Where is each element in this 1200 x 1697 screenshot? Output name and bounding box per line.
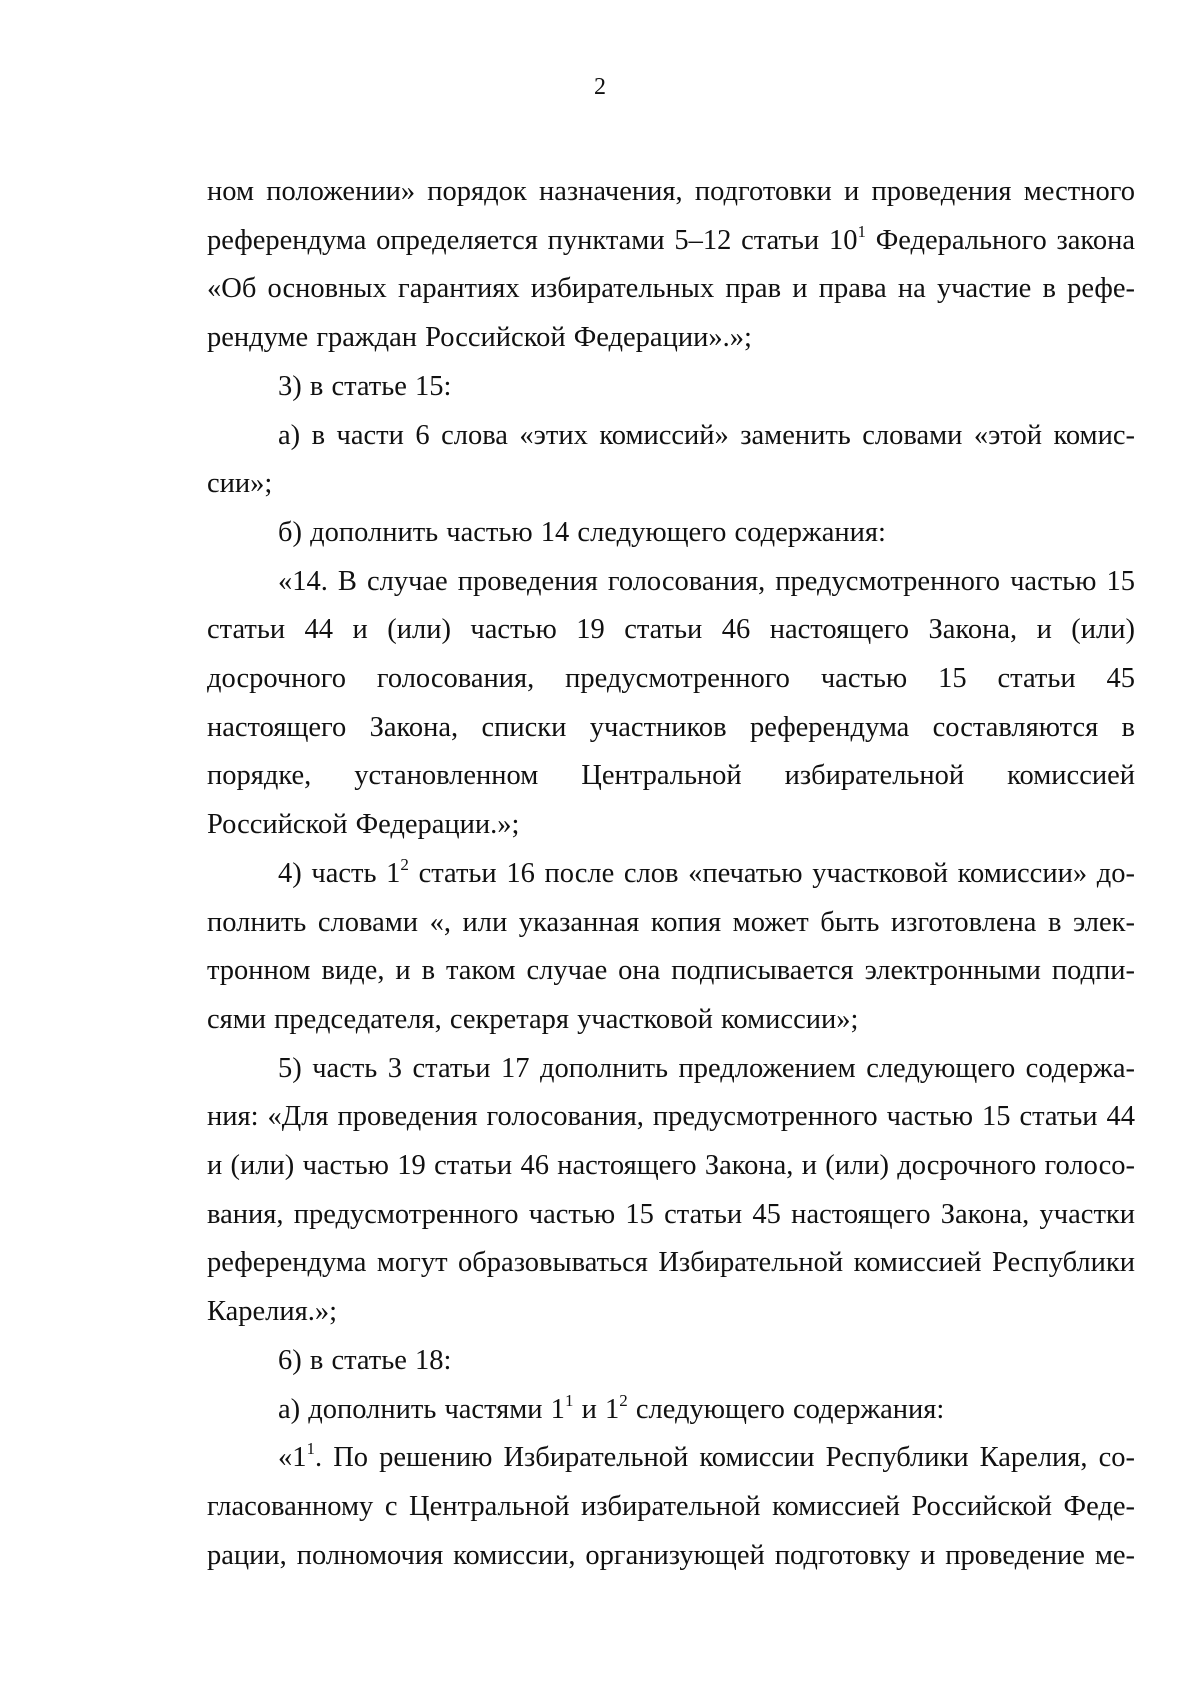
paragraph-part-1-1: «$1^1$. По решению Избирательной комиссии Республики Карелия, согласованному с Центральной избирательной комиссией Российской Федерации, полномочия комиссии, организующей подготовку и проведение ме-	[207, 1439, 1135, 1571]
paragraph-item-3b: б) дополнить частью 14 следующего содержания:	[278, 516, 886, 548]
paragraph-continuation: ном положении» порядок назначения, подготовки и проведения местного референдума определяется пунктами 5–12 статьи $10^1$ Федерального закона «Об основных гарантиях избирательных прав и права на участие в референдуме граждан Российской Федерации».»;	[207, 176, 1135, 354]
document-body	[207, 168, 1135, 1580]
paragraph-item-4: 4) часть $1^2$ статьи 16 после слов «печатью участковой комиссии» дополнить словами «, или указанная копия может быть изготовлена в электронном виде, и в таком случае она подписывается электронными подписями председателя, секретаря участковой комиссии»;	[207, 854, 1136, 1035]
paragraph-item-6: 6) в статье 18:	[278, 1344, 452, 1376]
paragraph-part-14: «14. В случае проведения голосования, предусмотренного частью 15 статьи 44 и (или) частью 19 статьи 46 настоящего Закона, и (или) досрочного голосования, предусмотренного частью 15 статьи 45 настоящего Закона, списки участников референдума составляются в порядке, установленном Центральной избирательной комиссией Российской Федерации.»;	[207, 565, 1135, 841]
paragraph-item-3: 3) в статье 15:	[278, 370, 452, 402]
paragraph-item-3a: а) в части 6 слова «этих комиссий» заменить словами «этой комиссии»;	[207, 419, 1135, 500]
page-number: 2	[594, 74, 606, 100]
paragraph-item-5: 5) часть 3 статьи 17 дополнить предложением следующего содержания: «Для проведения голосования, предусмотренного частью 15 статьи 44 и (или) частью 19 статьи 46 настоящего Закона, и (или) досрочного голосования, предусмотренного частью 15 статьи 45 настоящего Закона, участки референдума могут образовываться Избирательной комиссией Республики Карелия.»;	[207, 1052, 1135, 1328]
paragraph-item-6a: а) дополнить частями $1^1$ и $1^2$ следующего содержания:	[278, 1390, 945, 1425]
